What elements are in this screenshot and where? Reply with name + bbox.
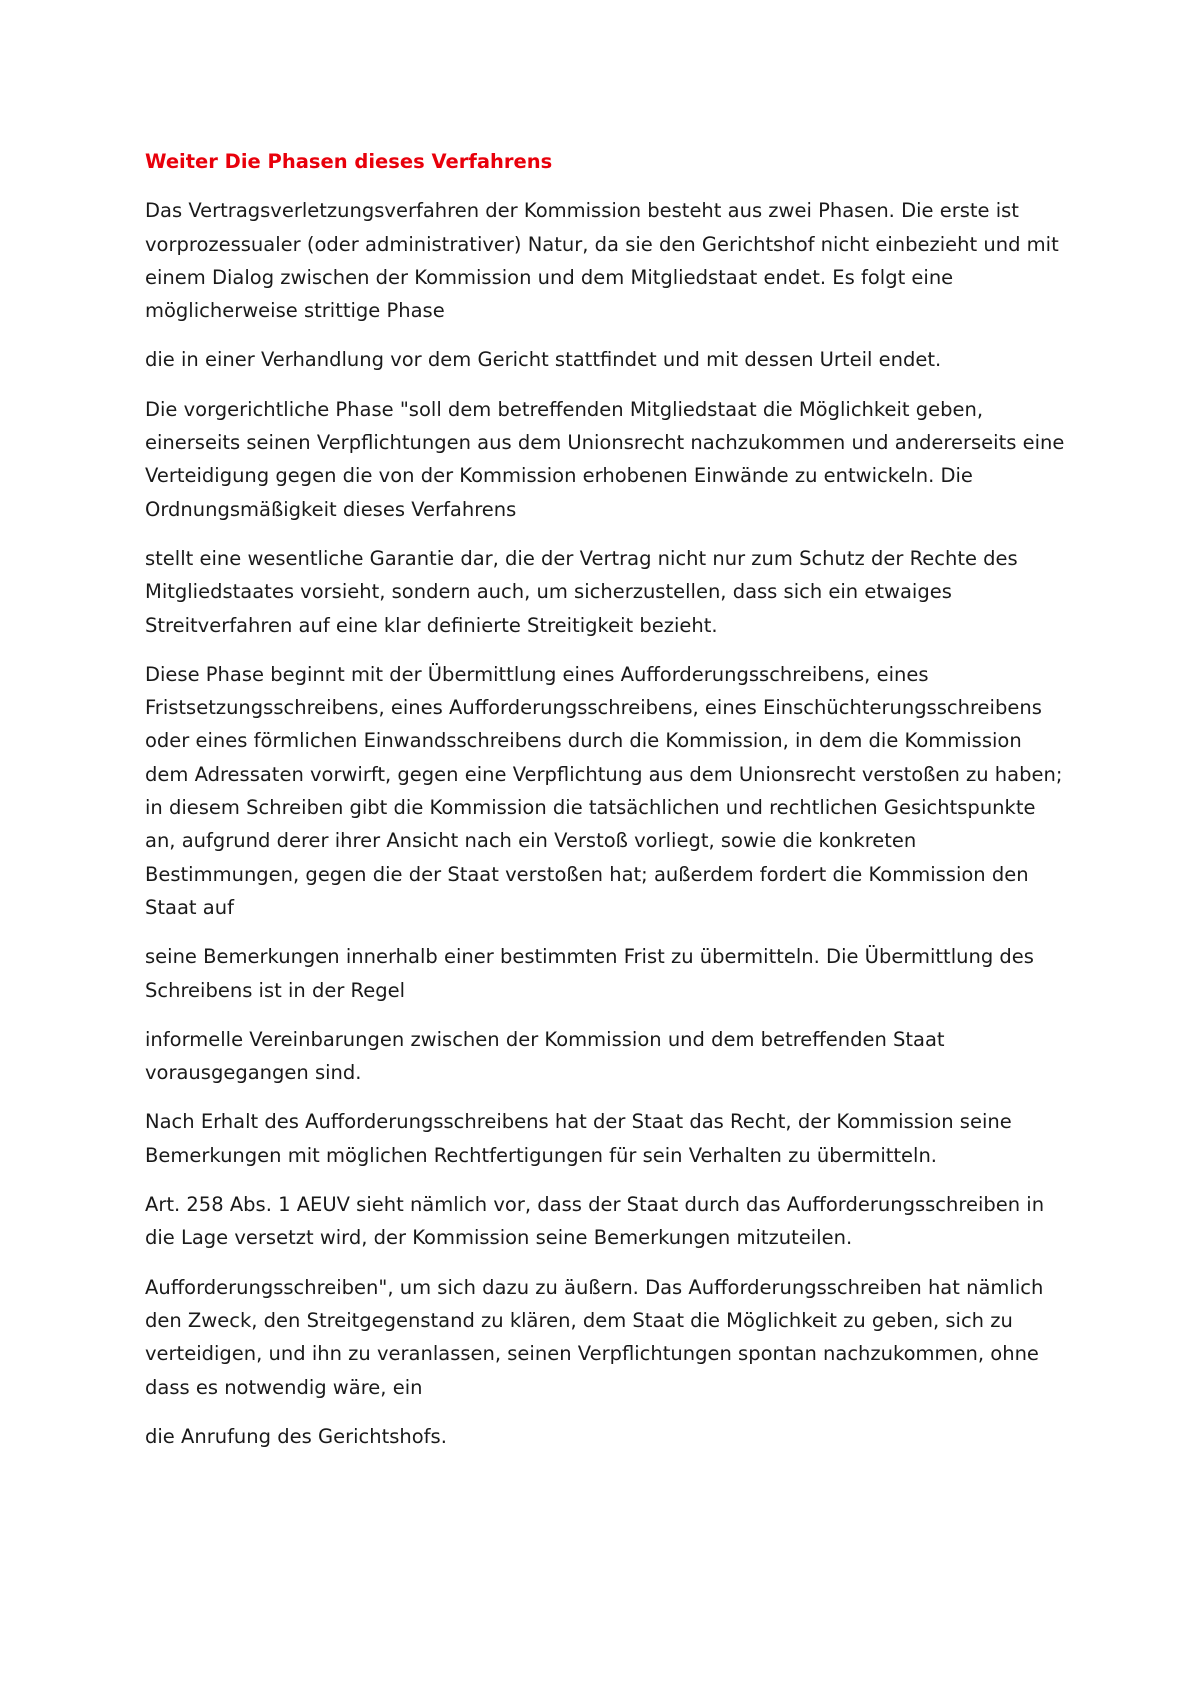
document-body bbox=[145, 145, 1065, 1469]
paragraph-6: seine Bemerkungen innerhalb einer bestimmten Frist zu übermitteln. Die Übermittlung des Schreibens ist in der Regel bbox=[145, 945, 1034, 1002]
paragraph-5: Diese Phase beginnt mit der Übermittlung eines Aufforderungsschreibens, eines Fristsetzungsschreibens, eines Aufforderungsschreibens, eines Einschüchterungsschreibens oder eines förmlichen Einwandsschreibens durch die Kommission, in dem die Kommission dem Adressaten vorwirft, gegen eine Verpflichtung aus dem Unionsrecht verstoßen zu haben; in diesem Schreiben gibt die Kommission die tatsächlichen und rechtlichen Gesichtspunkte an, aufgrund derer ihrer Ansicht nach ein Verstoß vorliegt, sowie die konkreten Bestimmungen, gegen die der Staat verstoßen hat; außerdem fordert die Kommission den Staat auf bbox=[145, 662, 1063, 919]
paragraph-10: Aufforderungsschreiben", um sich dazu zu äußern. Das Aufforderungsschreiben hat nämlich den Zweck, den Streitgegenstand zu klären, dem Staat die Möglichkeit zu geben, sich zu verteidigen, und ihn zu veranlassen, seinen Verpflichtungen spontan nachzukommen, ohne dass es notwendig wäre, ein bbox=[145, 1275, 1044, 1399]
paragraph-2: die in einer Verhandlung vor dem Gericht stattfindet und mit dessen Urteil endet. bbox=[145, 348, 942, 372]
paragraph-11: die Anrufung des Gerichtshofs. bbox=[145, 1424, 447, 1448]
paragraph-9: Art. 258 Abs. 1 AEUV sieht nämlich vor, dass der Staat durch das Aufforderungsschreiben in die Lage versetzt wird, der Kommission seine Bemerkungen mitzuteilen. bbox=[145, 1193, 1045, 1250]
paragraph-7: informelle Vereinbarungen zwischen der Kommission und dem betreffenden Staat vorausgegangen sind. bbox=[145, 1027, 945, 1085]
paragraph-8: Nach Erhalt des Aufforderungsschreibens hat der Staat das Recht, der Kommission seine Bemerkungen mit möglichen Rechtfertigungen für sein Verhalten zu übermitteln. bbox=[145, 1110, 1012, 1167]
paragraph-1: Das Vertragsverletzungsverfahren der Kommission besteht aus zwei Phasen. Die erste ist vorprozessualer (oder administrativer) Natur, da sie den Gerichtshof nicht einbezieht und mit einem Dialog zwischen der Kommission und dem Mitgliedstaat endet. Es folgt eine möglicherweise strittige Phase bbox=[145, 199, 1059, 323]
paragraph-4: stellt eine wesentliche Garantie dar, die der Vertrag nicht nur zum Schutz der Rechte des Mitgliedstaates vorsieht, sondern auch, um sicherzustellen, dass sich ein etwaiges Streitverfahren auf eine klar definierte Streitigkeit bezieht. bbox=[145, 546, 1018, 637]
paragraph-3: Die vorgerichtliche Phase "soll dem betreffenden Mitgliedstaat die Möglichkeit geben, einerseits seinen Verpflichtungen aus dem Unionsrecht nachzukommen und andererseits eine Verteidigung gegen die von der Kommission erhobenen Einwände zu entwickeln. Die Ordnungsmäßigkeit dieses Verfahrens bbox=[145, 397, 1065, 521]
section-heading: Weiter Die Phasen dieses Verfahrens bbox=[145, 150, 553, 173]
